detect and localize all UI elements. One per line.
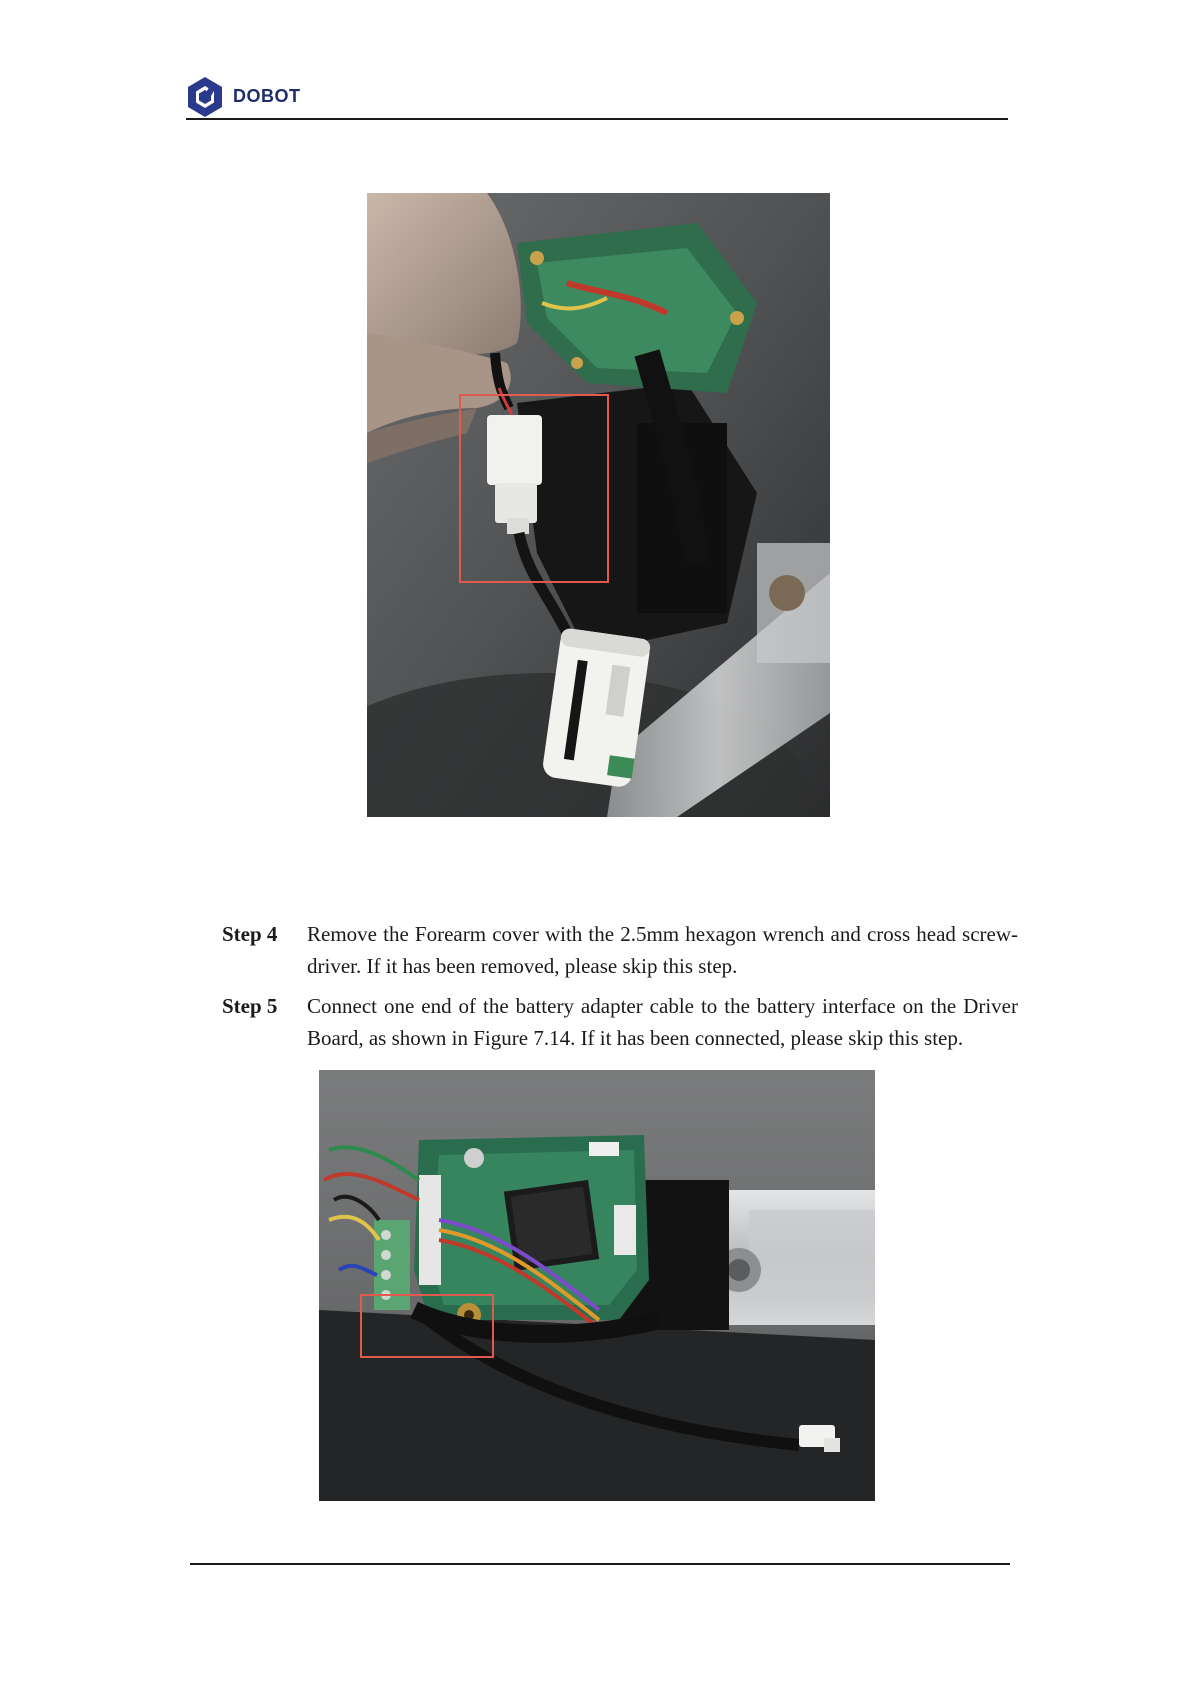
dobot-hexagon-logo-icon	[186, 76, 224, 118]
brand-name: DOBOT	[233, 86, 301, 106]
footer-divider	[190, 1563, 1010, 1565]
driver-board-photo	[319, 1070, 875, 1501]
battery-connector-photo	[367, 193, 830, 817]
step-label: Step 4	[222, 922, 278, 946]
step-4	[222, 918, 1018, 982]
step-text: Remove the Forearm cover with the 2.5mm hexagon wrench and cross head screw-driver. If it has been removed, please skip this step.	[307, 922, 1018, 978]
step-5	[222, 990, 1018, 1054]
page-header	[186, 76, 1006, 120]
step-text: Connect one end of the battery adapter cable to the battery interface on the Driver Board, as shown in Figure 7.14. If it has been connected, please skip this step.	[307, 994, 1018, 1050]
header-divider	[186, 118, 1008, 120]
step-label: Step 5	[222, 994, 278, 1018]
procedure-steps	[222, 918, 1018, 1062]
